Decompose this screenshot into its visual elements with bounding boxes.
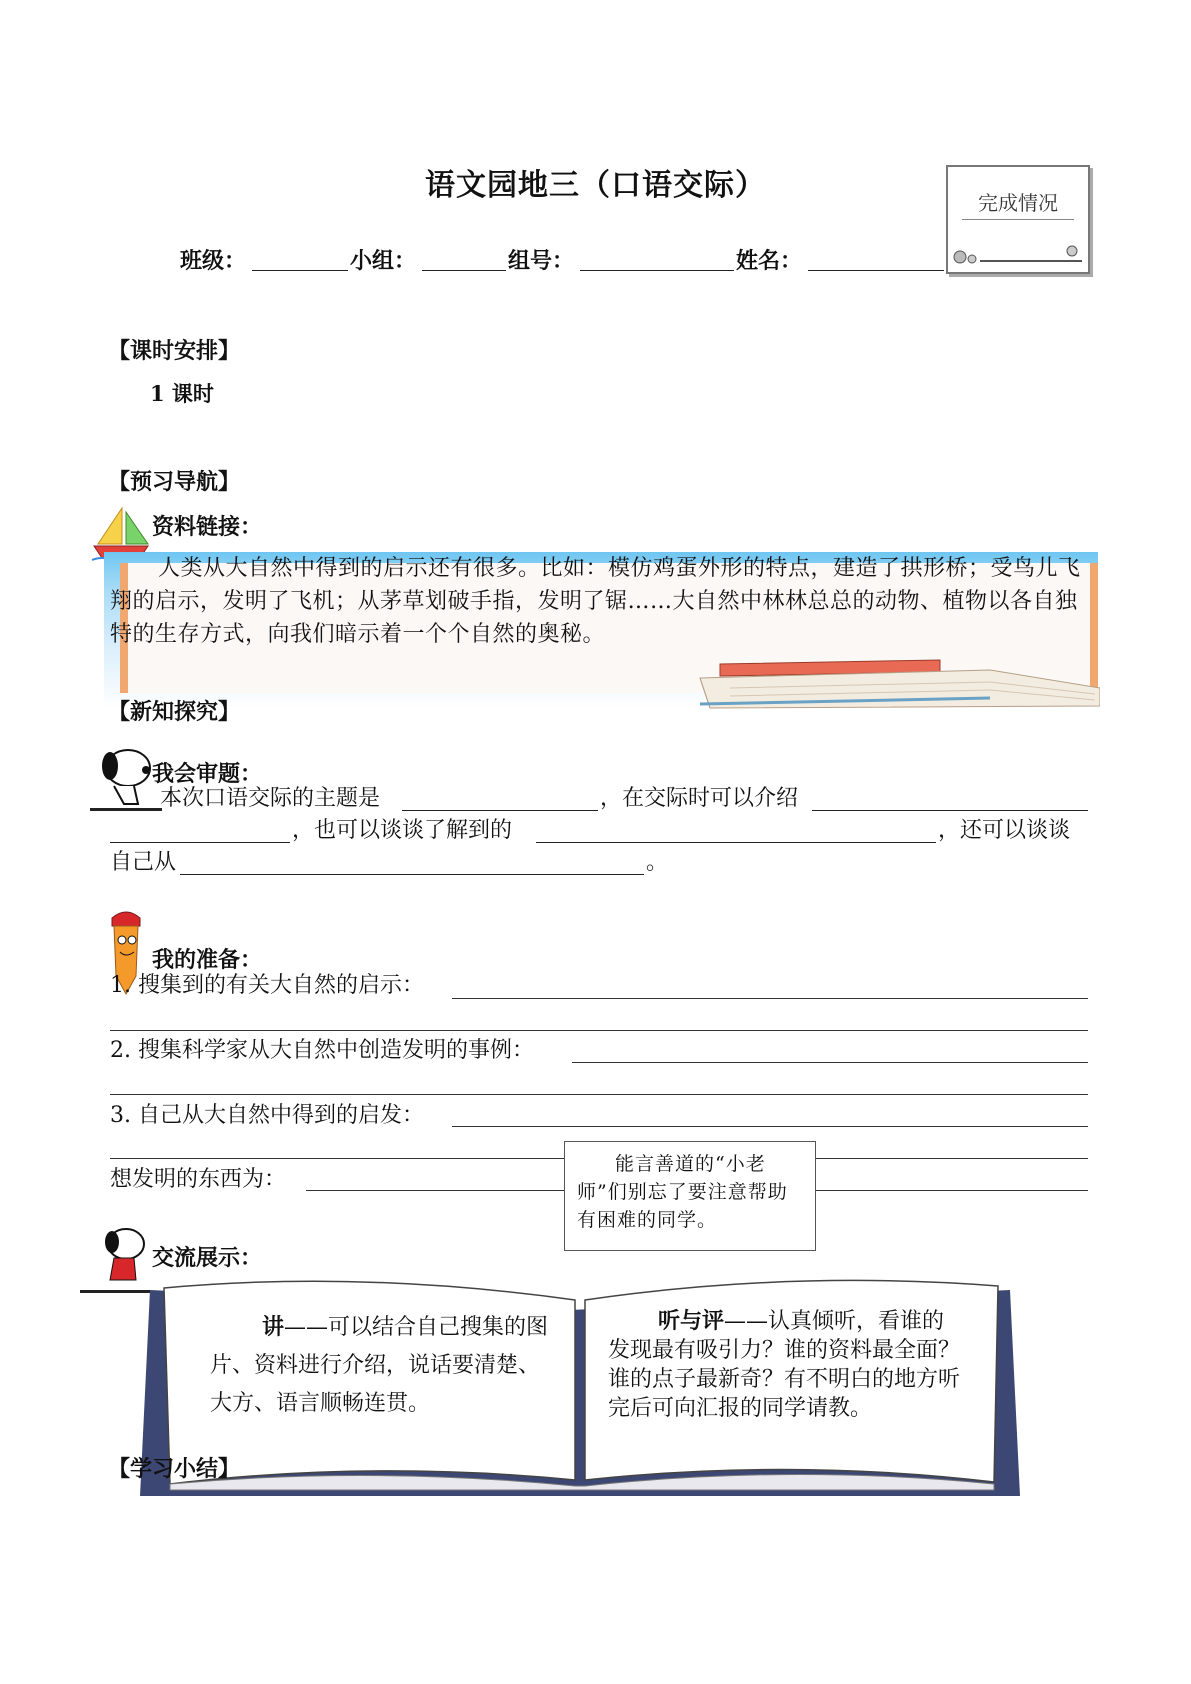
review-line3-b: 。 bbox=[646, 850, 669, 875]
prepare-item-4: 想发明的东西为： bbox=[110, 1167, 287, 1192]
schedule-value: 1 课时 bbox=[150, 381, 214, 406]
summary-heading: 【学习小结】 bbox=[108, 1456, 241, 1482]
introduce-blank[interactable] bbox=[812, 810, 1088, 811]
share-label: 交流展示： bbox=[152, 1245, 263, 1271]
explore-heading: 【新知探究】 bbox=[108, 699, 241, 725]
speak-bold: 讲 bbox=[262, 1314, 285, 1340]
completion-stamp bbox=[946, 165, 1090, 274]
prepare-item-1-line-2[interactable] bbox=[110, 1030, 1088, 1031]
theme-blank[interactable] bbox=[402, 810, 598, 811]
review-line2-b: ，还可以谈谈 bbox=[938, 818, 1071, 843]
bubbles-icon bbox=[952, 245, 1082, 269]
prepare-item-3-line[interactable] bbox=[452, 1126, 1088, 1127]
name-input[interactable] bbox=[808, 270, 944, 271]
tip-text: 能言善道的“小老师”们别忘了要注意帮助有困难的同学。 bbox=[577, 1153, 788, 1231]
class-input[interactable] bbox=[252, 270, 348, 271]
group-number-input[interactable] bbox=[580, 270, 734, 271]
prepare-item-3: 3. 自己从大自然中得到的启发： bbox=[110, 1103, 424, 1128]
info-box-text: 人类从大自然中得到的启示还有很多。比如：模仿鸡蛋外形的特点，建造了拱形桥；受鸟儿飞翔的启示，发明了飞机；从茅草划破手指，发明了锯……大自然中林林总总的动物、植物以各自独特的生存方式，向我们暗示着一个个自然的奥秘。 bbox=[110, 556, 1081, 647]
class-label: 班级： bbox=[180, 248, 247, 274]
prepare-item-2-line-2[interactable] bbox=[110, 1094, 1088, 1095]
introduce-blank-cont[interactable] bbox=[110, 842, 290, 843]
speak-text bbox=[210, 1308, 550, 1423]
completion-stamp-label: 完成情况 bbox=[978, 191, 1058, 215]
listen-text bbox=[608, 1307, 960, 1423]
listen-bold: 听与评 bbox=[658, 1308, 725, 1334]
review-line2-a: ，也可以谈谈了解到的 bbox=[292, 818, 513, 843]
group-input[interactable] bbox=[422, 270, 506, 271]
review-line1-a: 本次口语交际的主题是 bbox=[160, 786, 381, 811]
review-label: 我会审题： bbox=[152, 761, 263, 787]
review-line3-a: 自己从 bbox=[110, 850, 177, 875]
page-title: 语文园地三（口语交际） bbox=[425, 168, 766, 203]
prepare-item-1-line[interactable] bbox=[452, 998, 1088, 999]
group-number-label: 组号： bbox=[508, 248, 575, 274]
preview-heading: 【预习导航】 bbox=[108, 469, 241, 495]
snoopy-icon bbox=[90, 742, 160, 812]
tip-box bbox=[564, 1141, 816, 1251]
prepare-item-2-line[interactable] bbox=[572, 1062, 1088, 1063]
schedule-heading: 【课时安排】 bbox=[108, 338, 241, 364]
listen-body: ——认真倾听，看谁的发现最有吸引力？谁的资料最全面？谁的点子最新奇？有不明白的地方听完后可向汇报的同学请教。 bbox=[608, 1309, 961, 1421]
group-label: 小组： bbox=[350, 248, 417, 274]
learned-blank[interactable] bbox=[536, 842, 936, 843]
books-icon bbox=[690, 658, 1100, 710]
name-label: 姓名： bbox=[736, 248, 803, 274]
speak-body: ——可以结合自己搜集的图片、资料进行介绍，说话要清楚、大方、语言顺畅连贯。 bbox=[210, 1315, 549, 1416]
self-from-blank[interactable] bbox=[180, 874, 644, 875]
snoopy-underline bbox=[90, 808, 162, 811]
prepare-item-2: 2. 搜集科学家从大自然中创造发明的事例： bbox=[110, 1038, 534, 1063]
prepare-label: 我的准备： bbox=[152, 947, 263, 973]
prepare-item-1: 1. 搜集到的有关大自然的启示： bbox=[110, 973, 424, 998]
review-line1-b: ，在交际时可以介绍 bbox=[600, 786, 799, 811]
link-label: 资料链接： bbox=[152, 514, 263, 540]
